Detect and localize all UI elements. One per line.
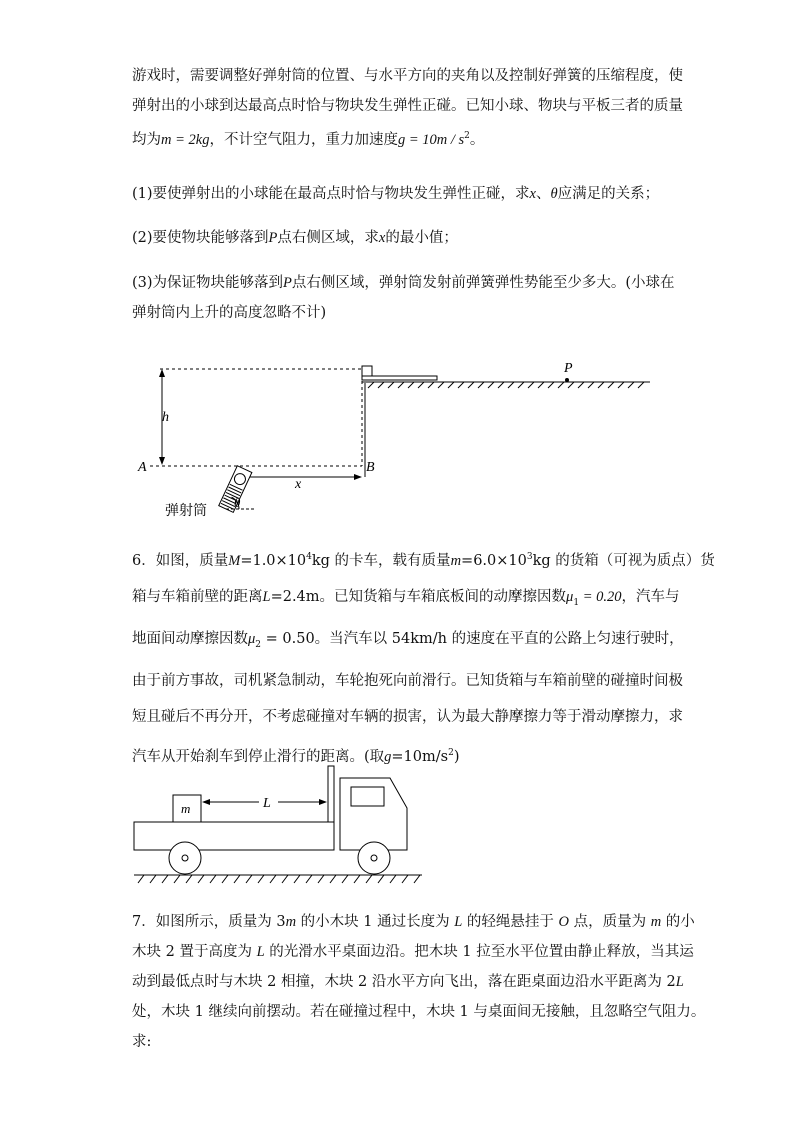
truck-diagram [128,758,428,890]
label-x: x [295,477,302,492]
label-m: m [181,801,191,816]
label-A: A [138,460,147,475]
intro-line-3: 均为m = 2kg，不计空气阻力，重力加速度$g = 10m / s^2$。 [132,131,485,148]
block [362,366,372,376]
label-theta: θ [234,495,241,510]
intro-line-2: 弹射出的小球到达最高点时恰与物块发生弹性正碰。已知小球、物块与平板三者的质量 [132,98,683,114]
cab-window [351,787,384,806]
intro-paragraph [132,61,683,155]
problem-6: 6．如图，质量$M=1.0\times 10^4kg$ 的卡车，载有质量$m=6.0\times 10^3kg$ 的货箱（可视为质点）货 箱与车箱前壁的距离L=2.4m。已知货箱与车箱底板间的动摩擦因数$\mu_1 = 0.20$，汽车与 地面间动摩擦因数$\mu_2 = 0.50$。当汽车以 54km/h 的速度在平直的公路上匀速行驶时， 由于前方事故，司机紧急制动，车轮抱死向前滑行。已知货箱与车箱前壁的碰撞时间极 短且碰后不再分开，不考虑碰撞对车辆的损害，认为最大静摩擦力等于滑动摩擦力，求 汽车从开始刹车到停止滑行的距离。(取$g=10m/s^2$) [132,552,715,765]
label-P: P [564,361,573,376]
rear-wheel [169,842,201,874]
question-3: (3)为保证物块能够落到P点右侧区域，弹射筒发射前弹簧弹性势能至少多大。(小球在 弹射筒内上升的高度忽略不计) [132,275,675,321]
truck-bed [134,822,334,850]
label-h: h [162,410,169,425]
ground-hatching [368,382,644,388]
launcher-caption: 弹射筒 [165,503,207,519]
plank [362,376,437,380]
front-wheel [358,842,390,874]
question-1: (1)要使弹射出的小球能在最高点时恰与物块发生弹性正碰，求x、θ应满足的关系； [132,186,660,202]
road-hatching [138,875,420,883]
label-B: B [366,460,375,475]
point-P [565,378,569,382]
label-L: L [263,796,271,811]
gravity-expression: g = 10m / s [397,131,465,148]
question-2: (2)要使物块能够落到P点右侧区域，求x的最小值； [132,230,458,246]
intro-line-1: 游戏时，需要调整好弹射筒的位置、与水平方向的夹角以及控制好弹簧的压缩程度，使 [132,68,683,84]
problem-7: 7．如图所示，质量为 3m 的小木块 1 通过长度为 L 的轻绳悬挂于 O 点，质量为 m 的小 木块 2 置于高度为 L 的光滑水平桌面边沿。把木块 1 拉至水平位置由静止释放，当其运 动到最低点时与木块 2 相撞，木块 2 沿水平方向飞出，落在距桌面边沿水平距离为 2L 处，木块 1 继续向前摆动。若在碰撞过程中，木块 1 与桌面间无接触，且忽略空气阻力。 求: [132,914,706,1050]
mass-expression: m = 2kg [161,131,210,148]
front-wall [328,766,334,822]
launcher-diagram [130,355,660,525]
